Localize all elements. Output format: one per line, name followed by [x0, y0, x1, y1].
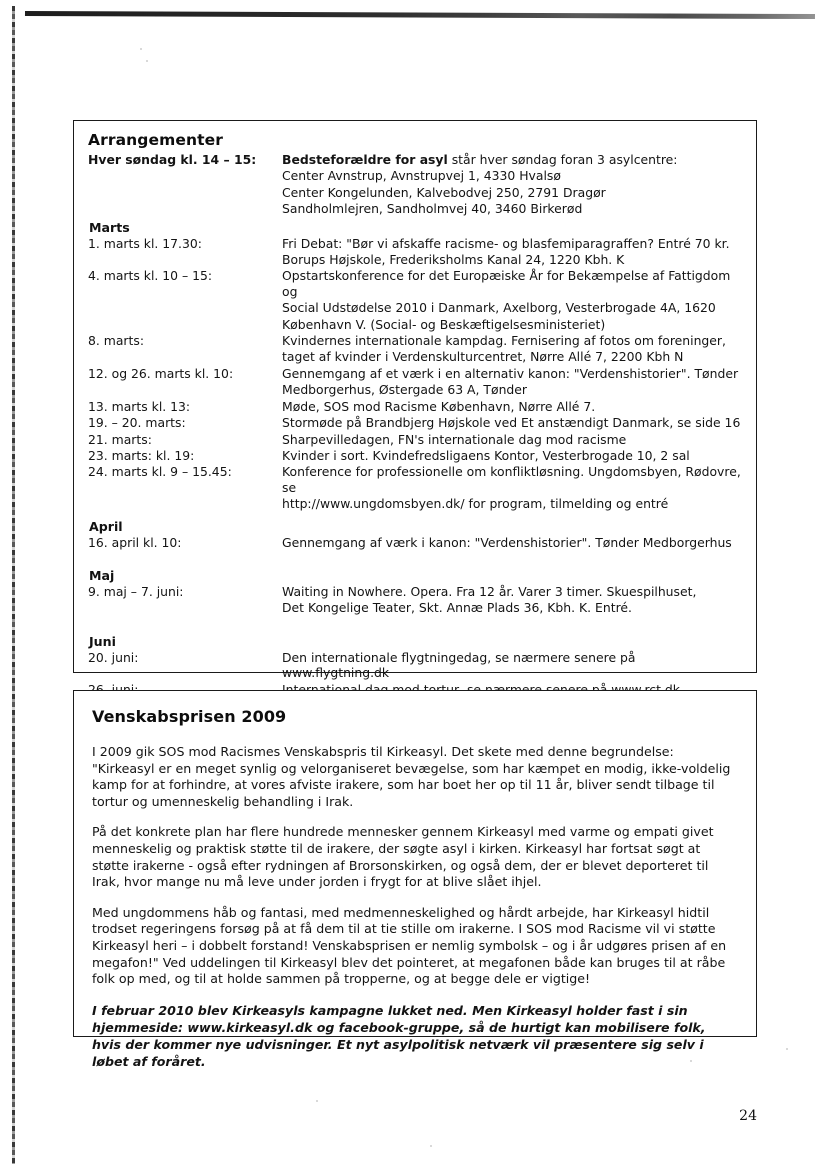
- event-row: [88, 152, 742, 168]
- event-description: [282, 496, 742, 512]
- event-row: [88, 201, 742, 217]
- event-description: [282, 464, 742, 496]
- scan-artifact-left-strip: [12, 6, 15, 1164]
- event-row: [88, 382, 742, 398]
- month-heading: Juni: [89, 633, 116, 649]
- spacer-cell: [88, 551, 742, 562]
- event-when: [88, 201, 282, 217]
- event-description: [282, 300, 742, 316]
- event-row: [88, 399, 742, 415]
- event-line: Medborgerhus, Østergade 63 A, Tønder: [282, 382, 527, 398]
- event-when: 24. marts kl. 9 – 15.45:: [88, 464, 232, 480]
- scan-speckle: [140, 48, 142, 50]
- event-line: Kvindernes internationale kampdag. Fernisering af fotos om foreninger,: [282, 333, 726, 349]
- event-line: Fri Debat: "Bør vi afskaffe racisme- og blasfemiparagraffen? Entré 70 kr.: [282, 235, 730, 251]
- month-heading: April: [89, 518, 123, 534]
- event-line: Sharpevilledagen, FN's internationale dag mod racisme: [282, 431, 627, 447]
- event-when: 21. marts:: [88, 431, 152, 447]
- event-when: [88, 300, 282, 316]
- event-line: Stormøde på Brandbjerg Højskole ved Et anstændigt Danmark, se side 16: [282, 415, 741, 431]
- event-when: 20. juni:: [88, 649, 139, 665]
- event-line: Borups Højskole, Frederiksholms Kanal 24, 1220 Kbh. K: [282, 252, 625, 268]
- event-row: [88, 168, 742, 184]
- event-when: 16. april kl. 10:: [88, 534, 182, 550]
- event-when: Hver søndag kl. 14 – 15:: [88, 152, 257, 167]
- spacer-row: [88, 551, 742, 562]
- recurring-lead-rest: står hver søndag foran 3 asylcentre:: [447, 152, 678, 167]
- events-panel: [73, 120, 757, 681]
- month-heading-row: [88, 628, 742, 650]
- award-panel: [73, 690, 757, 1069]
- event-row: [88, 349, 742, 365]
- event-description: [282, 252, 742, 268]
- month-heading-row: [88, 513, 742, 535]
- scan-speckle: [430, 1145, 432, 1147]
- event-row: [88, 317, 742, 333]
- event-row: [88, 584, 742, 600]
- recurring-location: Center Avnstrup, Avnstrupvej 1, 4330 Hvalsø: [282, 168, 561, 184]
- page-number: 24: [739, 1108, 757, 1124]
- events-table: [88, 152, 742, 698]
- event-line: Gennemgang af værk i kanon: "Verdenshistorier". Tønder Medborgerhus: [282, 534, 732, 550]
- event-when: 9. maj – 7. juni:: [88, 583, 184, 599]
- event-description: [282, 535, 742, 551]
- event-description: [282, 432, 742, 448]
- spacer-row: [88, 617, 742, 628]
- event-when: [88, 317, 282, 333]
- event-description: [282, 201, 742, 217]
- event-description: [282, 317, 742, 333]
- event-row: [88, 300, 742, 316]
- event-description: [282, 366, 742, 382]
- event-row: [88, 496, 742, 512]
- month-heading: Marts: [89, 219, 130, 235]
- event-row: [88, 185, 742, 201]
- event-line: Opstartskonference for det Europæiske År for Bekæmpelse af Fattigdom og: [282, 268, 731, 299]
- event-line: Den internationale flygtningedag, se nærmere senere på www.flygtning.dk: [282, 649, 636, 681]
- event-when: [88, 185, 282, 201]
- award-paragraph: I 2009 gik SOS mod Racismes Venskabspris til Kirkeasyl. Det skete med denne begrundelse: "Kirkeasyl er en meget synlig og velorganiseret bevægelse, som har kæmpet en modig, ikke-voldelig kamp for at forhindre, at vores afviste irakere, som har boet her op til 11 år, bliver sendt tilbage til tortur og umenneskelig behandling i Irak.: [92, 744, 731, 809]
- month-heading-row: [88, 562, 742, 584]
- event-description: [282, 152, 742, 168]
- event-line: Møde, SOS mod Racisme København, Nørre Allé 7.: [282, 398, 596, 414]
- event-row: [88, 366, 742, 382]
- event-description: [282, 382, 742, 398]
- event-line: Kvinder i sort. Kvindefredsligaens Kontor, Vesterbrogade 10, 2 sal: [282, 447, 690, 463]
- event-row: [88, 333, 742, 349]
- event-row: [88, 464, 742, 496]
- event-row: [88, 600, 742, 616]
- award-paragraph: På det konkrete plan har flere hundrede mennesker gennem Kirkeasyl med varme og empati givet menneskelig og praktisk støtte til de irakere, der søgte asyl i kirken. Kirkeasyl har fortsat søgt at støtte irakerne - også efter rydningen af Brorsonskirken, og også dem, der er blevet deporteret til Irak, hvor mange nu må leve under jorden i frygt for at blive slået ihjel.: [92, 824, 714, 890]
- event-description: [282, 600, 742, 616]
- scan-artifact-top-band: [25, 11, 815, 19]
- award-closing-note: I februar 2010 blev Kirkeasyls kampagne lukket ned. Men Kirkeasyl holder fast i sin hjemmeside: www.kirkeasyl.dk og facebook-gruppe, så de hurtigt kan mobilisere folk, hvis der kommer nye udvisninger. Et nyt asylpolitisk netværk vil præsentere sig selv i løbet af foråret.: [92, 1002, 706, 1069]
- event-description: [282, 268, 742, 300]
- event-description: [282, 448, 742, 464]
- award-panel-title: Venskabsprisen 2009: [92, 707, 287, 726]
- event-description: [282, 415, 742, 431]
- event-when: [88, 600, 282, 616]
- event-description: [282, 584, 742, 600]
- event-when: 19. – 20. marts:: [88, 415, 186, 431]
- event-description: [282, 650, 742, 682]
- event-line: Waiting in Nowhere. Opera. Fra 12 år. Varer 3 timer. Skuespilhuset,: [282, 583, 697, 599]
- recurring-location: Sandholmlejren, Sandholmvej 40, 3460 Birkerød: [282, 201, 583, 217]
- event-when: 23. marts: kl. 19:: [88, 447, 195, 463]
- event-row: [88, 236, 742, 252]
- event-line: Gennemgang af et værk i en alternativ kanon: "Verdenshistorier". Tønder: [282, 365, 739, 381]
- event-description: [282, 399, 742, 415]
- recurring-location: Center Kongelunden, Kalvebodvej 250, 2791 Dragør: [282, 184, 606, 200]
- event-when: 13. marts kl. 13:: [88, 398, 191, 414]
- event-line: taget af kvinder i Verdenskulturcentret, Nørre Allé 7, 2200 Kbh N: [282, 349, 684, 365]
- spacer-cell: [88, 617, 742, 628]
- event-when: 12. og 26. marts kl. 10:: [88, 365, 234, 381]
- event-when: 1. marts kl. 17.30:: [88, 235, 202, 251]
- event-when: 8. marts:: [88, 333, 145, 349]
- event-row: [88, 268, 742, 300]
- event-when: [88, 168, 282, 184]
- event-row: [88, 650, 742, 682]
- award-paragraph: Med ungdommens håb og fantasi, med medmenneskelighed og hårdt arbejde, har Kirkeasyl hidtil trodset regeringens forsøg på at få dem til at tie stille om irakerne. I SOS mod Racisme vil vi støtte Kirkeasyl heri – i dobbelt forstand! Venskabsprisen er nemlig symbolsk – og i år udgøres prisen af en megafon!" Ved uddelingen til Kirkeasyl blev det pointeret, at megafonen både kan bruges til at råbe folk op med, og til at holde sammen på tropperne, og at begge dele er vigtige!: [92, 904, 727, 987]
- scan-speckle: [146, 60, 148, 62]
- event-row: [88, 415, 742, 431]
- event-row: [88, 432, 742, 448]
- event-description: [282, 349, 742, 365]
- event-description: [282, 168, 742, 184]
- event-when: [88, 252, 282, 268]
- events-panel-title: Arrangementer: [88, 131, 223, 149]
- event-when: [88, 496, 282, 512]
- event-when: [88, 349, 282, 365]
- recurring-lead-bold: Bedsteforældre for asyl: [282, 152, 448, 167]
- scan-speckle: [786, 1048, 788, 1050]
- event-line: http://www.ungdomsbyen.dk/ for program, tilmelding og entré: [282, 496, 669, 512]
- award-text-body: [92, 744, 738, 1070]
- event-line: Social Udstødelse 2010 i Danmark, Axelborg, Vesterbrogade 4A, 1620: [282, 300, 716, 316]
- month-heading-row: [88, 218, 742, 236]
- event-line: Konference for professionelle om konfliktløsning. Ungdomsbyen, Rødovre, se: [282, 464, 741, 495]
- event-line: Det Kongelige Teater, Skt. Annæ Plads 36, Kbh. K. Entré.: [282, 600, 632, 616]
- event-row: [88, 535, 742, 551]
- event-description: [282, 236, 742, 252]
- event-when: 4. marts kl. 10 – 15:: [88, 268, 213, 284]
- event-when: [88, 382, 282, 398]
- event-row: [88, 252, 742, 268]
- event-description: [282, 333, 742, 349]
- event-description: [282, 185, 742, 201]
- event-line: København V. (Social- og Beskæftigelsesministeriet): [282, 316, 606, 332]
- month-heading: Maj: [89, 567, 115, 583]
- event-row: [88, 448, 742, 464]
- scan-speckle: [316, 1100, 318, 1102]
